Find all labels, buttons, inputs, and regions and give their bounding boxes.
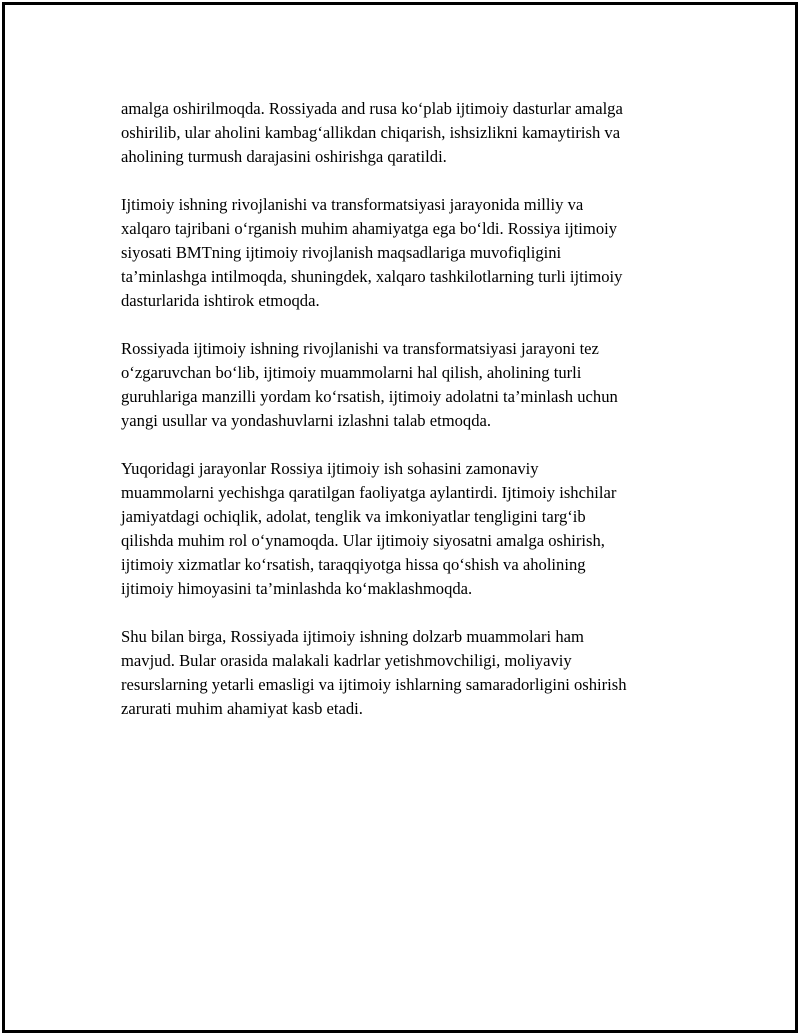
text-line: Yuqoridagi jarayonlar Rossiya ijtimoiy ish sohasini zamonaviy xyxy=(121,459,539,478)
paragraph-2 xyxy=(121,193,691,313)
text-line: resurslarning yetarli emasligi va ijtimoiy ishlarning samaradorligini oshirish xyxy=(121,675,627,694)
text-line: mavjud. Bular orasida malakali kadrlar yetishmovchiligi, moliyaviy xyxy=(121,651,572,670)
text-line: muammolarni yechishga qaratilgan faoliyatga aylantirdi. Ijtimoiy ishchilar xyxy=(121,483,617,502)
text-line: siyosati BMTning ijtimoiy rivojlanish maqsadlariga muvofiqligini xyxy=(121,243,562,262)
text-line: Ijtimoiy ishning rivojlanishi va transformatsiyasi jarayonida milliy va xyxy=(121,195,584,214)
text-line: xalqaro tajribani o‘rganish muhim ahamiyatga ega bo‘ldi. Rossiya ijtimoiy xyxy=(121,219,618,238)
text-line: guruhlariga manzilli yordam ko‘rsatish, ijtimoiy adolatni ta’minlash uchun xyxy=(121,387,618,406)
text-line: ijtimoiy himoyasini ta’minlashda ko‘maklashmoqda. xyxy=(121,579,473,598)
text-line: dasturlarida ishtirok etmoqda. xyxy=(121,291,320,310)
paragraph-3 xyxy=(121,337,691,433)
text-line: Rossiyada ijtimoiy ishning rivojlanishi va transformatsiyasi jarayoni tez xyxy=(121,339,599,358)
paragraph-5 xyxy=(121,625,691,721)
text-line: ta’minlashga intilmoqda, shuningdek, xalqaro tashkilotlarning turli ijtimoiy xyxy=(121,267,623,286)
text-line: o‘zgaruvchan bo‘lib, ijtimoiy muammolarni hal qilish, aholining turli xyxy=(121,363,582,382)
paragraph-1 xyxy=(121,97,691,169)
text-line: amalga oshirilmoqda. Rossiyada and rusa ko‘plab ijtimoiy dasturlar amalga xyxy=(121,99,623,118)
text-line: yangi usullar va yondashuvlarni izlashni talab etmoqda. xyxy=(121,411,492,430)
text-line: aholining turmush darajasini oshirishga qaratildi. xyxy=(121,147,447,166)
text-line: Shu bilan birga, Rossiyada ijtimoiy ishning dolzarb muammolari ham xyxy=(121,627,584,646)
text-line: ijtimoiy xizmatlar ko‘rsatish, taraqqiyotga hissa qo‘shish va aholining xyxy=(121,555,586,574)
text-line: jamiyatdagi ochiqlik, adolat, tenglik va imkoniyatlar tengligini targ‘ib xyxy=(121,507,586,526)
text-line: oshirilib, ular aholini kambag‘allikdan chiqarish, ishsizlikni kamaytirish va xyxy=(121,123,621,142)
page-frame xyxy=(2,2,798,1033)
text-line: zarurati muhim ahamiyat kasb etadi. xyxy=(121,699,363,718)
paragraph-4 xyxy=(121,457,691,601)
document-body xyxy=(121,97,691,745)
text-line: qilishda muhim rol o‘ynamoqda. Ular ijtimoiy siyosatni amalga oshirish, xyxy=(121,531,605,550)
